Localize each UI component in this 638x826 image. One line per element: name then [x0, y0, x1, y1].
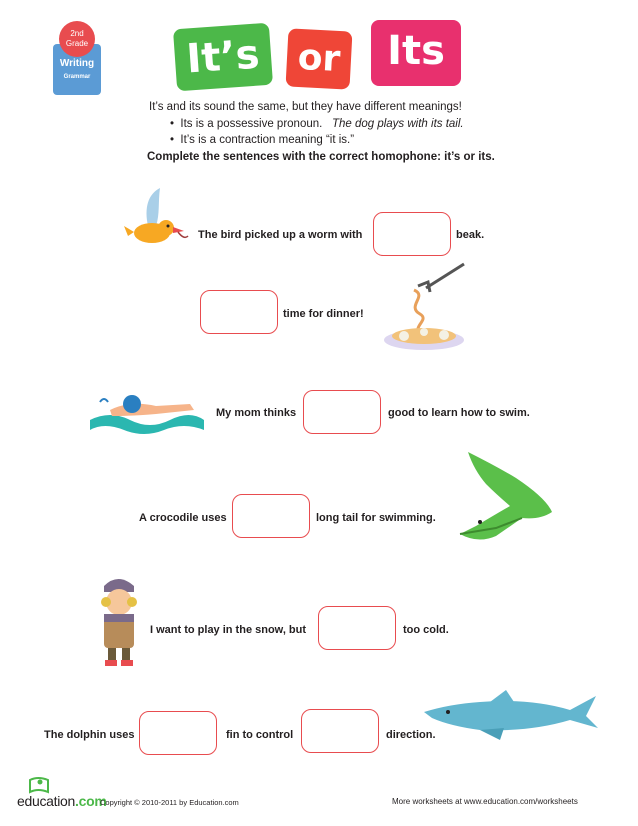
instruction-bullet-2: • It’s is a contraction meaning “it is.”	[170, 134, 355, 146]
answer-box-4[interactable]	[232, 494, 310, 538]
swimmer-illustration	[90, 376, 204, 434]
sentence-6-middle: fin to control	[226, 729, 294, 741]
grade-label: Grade	[65, 39, 89, 48]
sentence-3-before: My mom thinks	[216, 407, 297, 419]
instruction-bullet-1: • Its is a possessive pronoun. The dog plays with its tail.	[170, 118, 464, 130]
logo-main: education	[17, 793, 76, 809]
instruction-line-1: It’s and its sound the same, but they have different meanings!	[149, 101, 462, 113]
education-logo-icon	[28, 776, 50, 794]
title-its-possessive: Its	[371, 20, 461, 86]
copyright-text: Copyright © 2010-2011 by Education.com	[100, 798, 239, 807]
logo-suffix: .com	[75, 793, 107, 809]
education-logo[interactable]	[17, 793, 107, 809]
sentence-4-after: long tail for swimming.	[316, 512, 436, 524]
grade-circle	[59, 21, 95, 57]
sentence-3-after: good to learn how to swim.	[388, 407, 530, 419]
sentence-6-after: direction.	[386, 729, 436, 741]
bullet-1-text: Its is a possessive pronoun.	[180, 118, 323, 130]
bullet-1-example: The dog plays with its tail.	[331, 118, 464, 130]
instruction-line-4: Complete the sentences with the correct homophone: it’s or its.	[147, 151, 495, 163]
sentence-1-after: beak.	[456, 229, 485, 241]
sentence-1-before: The bird picked up a worm with	[198, 229, 363, 241]
topic-label: Grammar	[63, 74, 91, 80]
child-illustration	[96, 570, 142, 666]
grade-number: 2nd	[70, 29, 84, 38]
answer-box-5[interactable]	[318, 606, 396, 650]
dolphin-illustration	[420, 688, 600, 744]
sentence-6-before: The dolphin uses	[44, 729, 135, 741]
subject-label: Writing	[59, 58, 95, 69]
answer-box-6b[interactable]	[301, 709, 379, 753]
answer-box-1[interactable]	[373, 212, 451, 256]
answer-box-2[interactable]	[200, 290, 278, 334]
answer-box-6a[interactable]	[139, 711, 217, 755]
bullet-2-text: It’s is a contraction meaning “it is.”	[180, 134, 355, 146]
crocodile-illustration	[456, 448, 560, 548]
sentence-5-after: too cold.	[403, 624, 449, 636]
sentence-4-before: A crocodile uses	[139, 512, 227, 524]
title-its-contraction: It’s	[173, 23, 273, 92]
more-worksheets-link[interactable]: More worksheets at www.education.com/worksheets	[392, 797, 578, 806]
bird-illustration	[118, 188, 190, 256]
sentence-5-before: I want to play in the snow, but	[150, 624, 307, 636]
title-or: or	[286, 28, 353, 89]
spaghetti-illustration	[380, 260, 468, 352]
sentence-2-after: time for dinner!	[283, 308, 364, 320]
answer-box-3[interactable]	[303, 390, 381, 434]
